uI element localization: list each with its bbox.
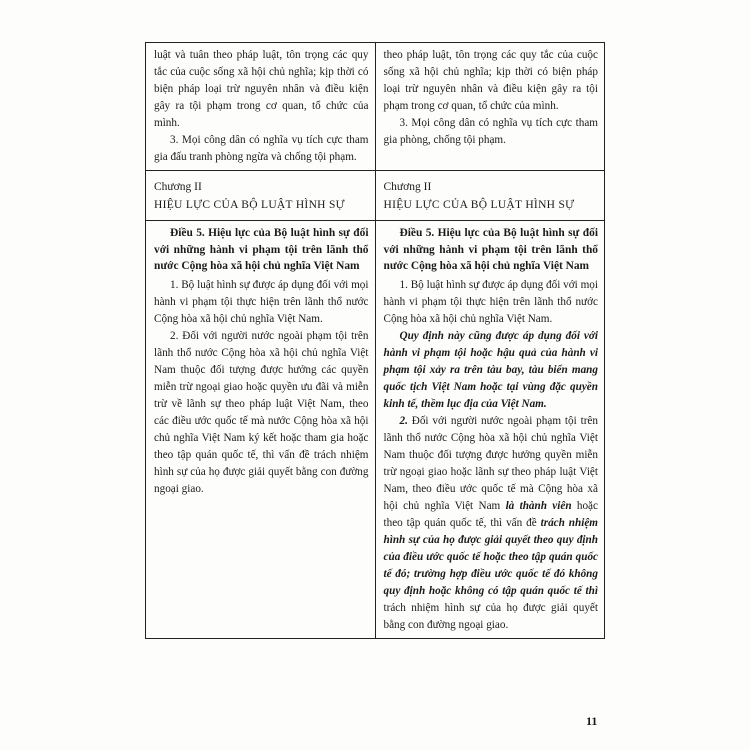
clause-1-amendment: Quy định này cũng được áp dụng đối với hành vi phạm tội hoặc hậu quả của hành vi phạm tội xảy ra trên tàu bay, tàu biển mang quốc tịch Việt Nam hoặc tại vùng đặc quyền kinh tế, thềm lục địa của Việt Nam. [383,329,598,410]
table-row [146,171,605,221]
clause-amended-text: trách nhiệm hình sự của họ được giải quyết theo quy định của điều ước quốc tế hoặc theo tập quán quốc tế đó; trường hợp điều ước quốc tế đó không quy định hoặc không có tập quán quốc tế thì [383,516,598,597]
chapter-title: HIỆU LỰC CỦA BỘ LUẬT HÌNH SỰ [383,199,575,211]
clause-2: 2. Đối với người nước ngoài phạm tội trên lãnh thổ nước Cộng hòa xã hội chủ nghĩa Việt Nam thuộc đối tượng được hưởng các quyền miễn trừ ngoại giao hoặc quyền ưu đãi và miễn trừ về lãnh sự theo pháp luật Việt Nam, theo các điều ước quốc tế mà nước Cộng hòa xã hội chủ nghĩa Việt Nam ký kết hoặc tham gia hoặc theo tập quán quốc tế, thì vấn đề trách nhiệm hình sự của họ được giải quyết bằng con đường ngoại giao. [154,329,369,495]
article-heading: Điều 5. Hiệu lực của Bộ luật hình sự đối với những hành vi phạm tội trên lãnh thổ nước Cộng hòa xã hội chủ nghĩa Việt Nam [154,227,369,272]
paragraph: 3. Mọi công dân có nghĩa vụ tích cực tham gia phòng, chống tội phạm. [383,117,598,146]
chapter-title: HIỆU LỰC CỦA BỘ LUẬT HÌNH SỰ [154,199,345,211]
right-chapter-cell [375,171,605,221]
clause-text: trách nhiệm hình sự của họ được giải quyết bằng con đường ngoại giao. [383,601,598,631]
clause-1: 1. Bộ luật hình sự được áp dụng đối với mọi hành vi phạm tội thực hiện trên lãnh thổ nước Cộng hòa xã hội chủ nghĩa Việt Nam. [383,278,598,325]
chapter-number: Chương II [383,181,432,193]
table-row [146,43,605,171]
clause-1: 1. Bộ luật hình sự được áp dụng đối với mọi hành vi phạm tội thực hiện trên lãnh thổ nước Cộng hòa xã hội chủ nghĩa Việt Nam. [154,278,369,325]
clause-text: hoặc theo tập quán quốc tế, thì vấn đề [383,499,598,529]
paragraph: 3. Mọi công dân có nghĩa vụ tích cực tham gia đấu tranh phòng ngừa và chống tội phạm. [154,134,369,163]
comparison-table [145,42,605,639]
right-cell-intro [375,43,605,171]
clause-number: 2. [399,414,408,427]
clause-2 [384,413,599,634]
right-article-cell [375,221,605,639]
left-chapter-cell [146,171,376,221]
left-article-cell [146,221,376,639]
article-heading: Điều 5. Hiệu lực của Bộ luật hình sự đối với những hành vi phạm tội trên lãnh thổ nước Cộng hòa xã hội chủ nghĩa Việt Nam [383,227,598,272]
clause-amended-text: là thành viên [505,499,572,512]
page-number: 11 [586,714,598,728]
chapter-number: Chương II [154,181,202,193]
paragraph: theo pháp luật, tôn trọng các quy tắc của cuộc sống xã hội chủ nghĩa; kịp thời có biện pháp loại trừ nguyên nhân và điều kiện gây ra tội phạm trong cơ quan, tổ chức của mình. [383,49,598,112]
left-cell-intro [146,43,376,171]
paragraph: luật và tuân theo pháp luật, tôn trọng các quy tắc của cuộc sống xã hội chủ nghĩa; kịp thời có biện pháp loại trừ nguyên nhân và điều kiện gây ra tội phạm trong cơ quan, tổ chức của mình. [154,49,369,129]
table-row [146,221,605,639]
clause-text: Đối với người nước ngoài phạm tội trên lãnh thổ nước Cộng hòa xã hội chủ nghĩa Việt Nam thuộc đối tượng được hưởng quyền miễn trừ ngoại giao hoặc lãnh sự theo pháp luật Việt Nam, theo điều ước quốc tế mà Cộng hòa xã hội chủ nghĩa Việt Nam [383,414,598,512]
